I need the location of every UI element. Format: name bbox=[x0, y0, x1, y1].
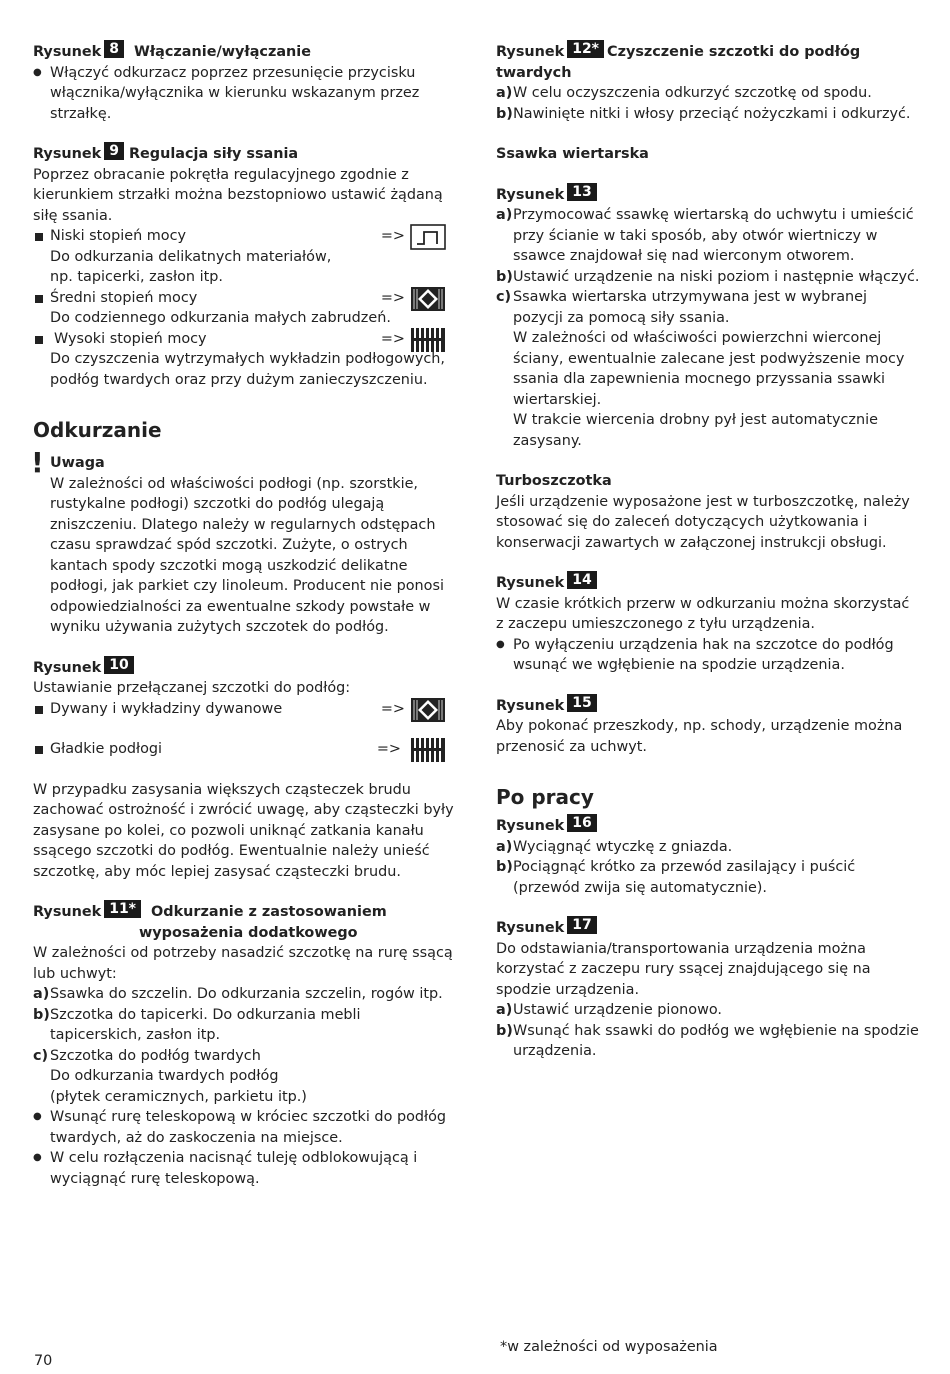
list-item bbox=[33, 288, 455, 309]
item-text: Ssawka do szczelin. Do odkurzania szczelin, rogów itp. bbox=[50, 986, 443, 1002]
item-text: Pociągnąć krótko za przewód zasilający i puścić (przewód zwija się automatycznie). bbox=[513, 859, 856, 896]
figure-8-heading bbox=[33, 42, 455, 63]
figure-number: 11* bbox=[104, 900, 141, 918]
paragraph: Ustawianie przełączanej szczotki do podłóg: bbox=[33, 680, 351, 696]
figure-number: 15 bbox=[567, 694, 596, 712]
list-item bbox=[33, 1005, 455, 1026]
right-column bbox=[496, 42, 920, 1062]
list-item: ● Wsunąć rurę teleskopową w króciec szczotki do podłóg twardych, aż do zaskoczenia na miejsce. bbox=[33, 1107, 455, 1148]
list-item bbox=[33, 699, 455, 720]
diamond-carpet-icon bbox=[410, 697, 446, 723]
figure-title: Czyszczenie szczotki do podłóg twardych bbox=[496, 44, 861, 81]
list-item bbox=[496, 857, 920, 898]
list-item: ● W celu rozłączenia nacisnąć tuleję odblokowującą i wyciągnąć rurę teleskopową. bbox=[33, 1148, 455, 1189]
section-heading: Odkurzanie bbox=[33, 418, 162, 442]
list-item: ● Włączyć odkurzacz poprzez przesunięcie przycisku włącznika/wyłącznika w kierunku wskazanym przez strzałkę. bbox=[33, 63, 455, 125]
item-text: Ustawić urządzenie pionowo. bbox=[513, 1002, 723, 1018]
item-letter: b) bbox=[496, 1022, 513, 1039]
item-letter: a) bbox=[496, 1002, 513, 1018]
figure-14-heading bbox=[496, 573, 920, 594]
figure-number: 17 bbox=[567, 916, 596, 934]
item-text: Ssawka wiertarska utrzymywana jest w wybranej pozycji za pomocą siły ssania. bbox=[513, 289, 868, 326]
list-item bbox=[496, 83, 920, 104]
figure-label: Rysunek bbox=[496, 818, 565, 834]
list-item bbox=[33, 739, 455, 760]
arrow-text: => bbox=[376, 741, 401, 757]
figure-12-heading bbox=[496, 42, 920, 83]
item-label: Wysoki stopień mocy bbox=[54, 330, 207, 347]
figure-16-heading bbox=[496, 816, 920, 837]
diamond-carpet-icon bbox=[410, 286, 446, 312]
figure-label: Rysunek bbox=[496, 697, 565, 714]
item-description: Do codziennego odkurzania małych zabrudzeń. bbox=[50, 310, 391, 326]
item-text: Nawinięte nitki i włosy przeciąć nożyczkami i odkurzyć. bbox=[513, 105, 911, 122]
arrow-text: => bbox=[380, 289, 405, 306]
figure-label: Rysunek bbox=[33, 146, 102, 162]
item-letter: c) bbox=[33, 1047, 49, 1064]
page-number: 70 bbox=[34, 1353, 53, 1369]
item-text: Wsunąć hak ssawki do podłóg we wgłębienie na spodzie urządzenia. bbox=[513, 1022, 919, 1059]
item-label: Średni stopień mocy bbox=[50, 289, 198, 306]
figure-number: 13 bbox=[567, 183, 596, 201]
item-label: Dywany i wykładziny dywanowe bbox=[50, 700, 283, 717]
item-text: W trakcie wiercenia drobny pył jest automatycznie zasysany. bbox=[513, 412, 878, 449]
list-item bbox=[496, 1021, 920, 1062]
item-letter: c) bbox=[496, 289, 512, 305]
item-text: Ustawić urządzenie na niski poziom i następnie włączyć. bbox=[513, 268, 920, 285]
list-item bbox=[496, 205, 920, 267]
list-item: ● Po wyłączeniu urządzenia hak na szczotce do podłóg wsunąć we wgłębienie na spodzie urządzenia. bbox=[496, 635, 920, 676]
list-item bbox=[33, 226, 455, 247]
item-label: Niski stopień mocy bbox=[50, 228, 187, 244]
figure-number: 12* bbox=[567, 40, 604, 58]
section-heading: Po pracy bbox=[496, 785, 594, 809]
figure-title: Regulacja siły ssania bbox=[128, 146, 299, 162]
list-item bbox=[33, 1046, 455, 1067]
item-text: Szczotka do tapicerki. Do odkurzania mebli bbox=[50, 1006, 361, 1023]
item-letter: b) bbox=[33, 1006, 50, 1023]
hard-floor-icon bbox=[410, 327, 446, 353]
subsection-heading: Turboszczotka bbox=[496, 473, 612, 489]
item-letter: b) bbox=[496, 268, 513, 285]
paragraph: W zależności od potrzeby nasadzić szczotkę na rurę ssącą lub uchwyt: bbox=[33, 945, 453, 982]
figure-number: 8 bbox=[104, 40, 124, 58]
figure-13-heading bbox=[496, 185, 920, 206]
footnote: *w zależności od wyposażenia bbox=[500, 1339, 718, 1355]
item-description: Do odkurzania delikatnych materiałów, bbox=[50, 248, 332, 265]
figure-title-line2: wyposażenia dodatkowego bbox=[139, 924, 358, 941]
list-item bbox=[496, 1000, 920, 1021]
item-label: Gładkie podłogi bbox=[50, 741, 163, 757]
warning-text: W zależności od właściwości podłogi (np. szorstkie, rustykalne podłogi) szczotki do podłóg ulegają zniszczeniu. Dlatego należy w regularnych odstępach czasu sprawdzać spód szczotki. Zużyte, o ostrych kantach spody szczotki mogą uszkodzić delikatne podłogi, jak parkiet czy linoleum. Producent nie ponosi odpowiedzialności za ewentualne szkody powstałe w wyniku używania zużytych szczotek do podłóg. bbox=[50, 475, 444, 635]
arrow-text: => bbox=[380, 330, 405, 347]
item-text: tapicerskich, zasłon itp. bbox=[50, 1027, 221, 1043]
figure-label: Rysunek bbox=[496, 186, 565, 203]
low-power-icon bbox=[410, 224, 446, 250]
arrow-text: => bbox=[380, 228, 405, 244]
list-item bbox=[33, 329, 455, 350]
warning-title: Uwaga bbox=[50, 455, 105, 471]
figure-label: Rysunek bbox=[33, 659, 102, 676]
figure-label: Rysunek bbox=[496, 575, 565, 591]
item-letter: a) bbox=[496, 207, 513, 223]
figure-17-heading bbox=[496, 918, 920, 939]
figure-number: 16 bbox=[567, 814, 596, 832]
arrow-text: => bbox=[380, 700, 405, 717]
figure-label: Rysunek bbox=[496, 920, 565, 936]
list-item bbox=[496, 104, 920, 125]
figure-11-heading bbox=[33, 902, 455, 923]
item-letter: a) bbox=[496, 838, 513, 855]
paragraph: W czasie krótkich przerw w odkurzaniu można skorzystać z zaczepu umieszczonego z tyłu urządzenia. bbox=[496, 595, 910, 632]
item-text: Szczotka do podłóg twardych bbox=[50, 1047, 261, 1064]
subsection-heading: Ssawka wiertarska bbox=[496, 146, 649, 162]
item-text: (płytek ceramicznych, parkietu itp.) bbox=[50, 1088, 307, 1105]
figure-number: 10 bbox=[104, 656, 133, 674]
figure-number: 9 bbox=[104, 142, 124, 160]
hard-floor-icon bbox=[410, 737, 446, 763]
figure-label: Rysunek bbox=[33, 904, 102, 920]
list-item bbox=[496, 267, 920, 288]
item-letter: a) bbox=[33, 986, 50, 1002]
item-description: Do czyszczenia wytrzymałych wykładzin podłogowych, podłóg twardych oraz przy dużym zanieczyszczeniu. bbox=[50, 351, 445, 388]
item-description: np. tapicerki, zasłon itp. bbox=[50, 269, 223, 285]
paragraph: Do odstawiania/transportowania urządzenia można korzystać z zaczepu rury ssącej znajdującego się na spodzie urządzenia. bbox=[496, 940, 871, 998]
item-text: Przymocować ssawkę wiertarską do uchwytu i umieścić przy ścianie w taki sposób, aby otwór wiertniczy w ssawce znajdował się nad wierconym otworem. bbox=[513, 207, 914, 264]
paragraph: Jeśli urządzenie wyposażone jest w turboszczotkę, należy stosować się do zaleceń dotyczących użytkowania i konserwacji zawartych w załączonej instrukcji obsługi. bbox=[496, 493, 910, 551]
list-item bbox=[496, 287, 920, 328]
figure-title: Włączanie/wyłączanie bbox=[133, 44, 311, 60]
warning-icon: ! bbox=[31, 446, 44, 479]
figure-label: Rysunek bbox=[496, 44, 565, 60]
figure-label: Rysunek bbox=[33, 44, 102, 60]
item-letter: b) bbox=[496, 105, 513, 122]
item-letter: b) bbox=[496, 859, 513, 875]
left-column bbox=[33, 42, 455, 1189]
item-text: Wyciągnąć wtyczkę z gniazda. bbox=[513, 838, 733, 855]
item-text: W zależności od właściwości powierzchni wierconej ściany, ewentualnie zalecane jest podwyższenie mocy ssania dla zapewnienia mocnego przyssania ssawki wiertarskiej. bbox=[513, 330, 905, 408]
list-item bbox=[33, 984, 455, 1005]
figure-9-heading bbox=[33, 144, 455, 165]
figure-number: 14 bbox=[567, 571, 596, 589]
figure-title: Odkurzanie z zastosowaniem bbox=[151, 904, 387, 920]
figure-10-heading bbox=[33, 658, 455, 679]
paragraph: Aby pokonać przeszkody, np. schody, urządzenie można przenosić za uchwyt. bbox=[496, 718, 903, 755]
item-text: Do odkurzania twardych podłóg bbox=[50, 1068, 279, 1084]
warning-block bbox=[31, 446, 455, 638]
paragraph: Poprzez obracanie pokrętła regulacyjnego zgodnie z kierunkiem strzałki można bezstopniowo ustawić żądaną siłę ssania. bbox=[33, 166, 443, 224]
item-text: W celu oczyszczenia odkurzyć szczotkę od spodu. bbox=[513, 85, 872, 101]
item-letter: a) bbox=[496, 85, 513, 101]
figure-15-heading bbox=[496, 696, 920, 717]
paragraph: W przypadku zasysania większych cząsteczek brudu zachować ostrożność i zwrócić uwagę, aby cząsteczki były zasysane po kolei, co pozwoli uniknąć zatkania kanału ssącego szczotki do podłóg. Ewentualnie należy unieść szczotkę, aby móc lepiej zasysać cząsteczki brudu. bbox=[33, 781, 454, 880]
list-item bbox=[496, 837, 920, 858]
